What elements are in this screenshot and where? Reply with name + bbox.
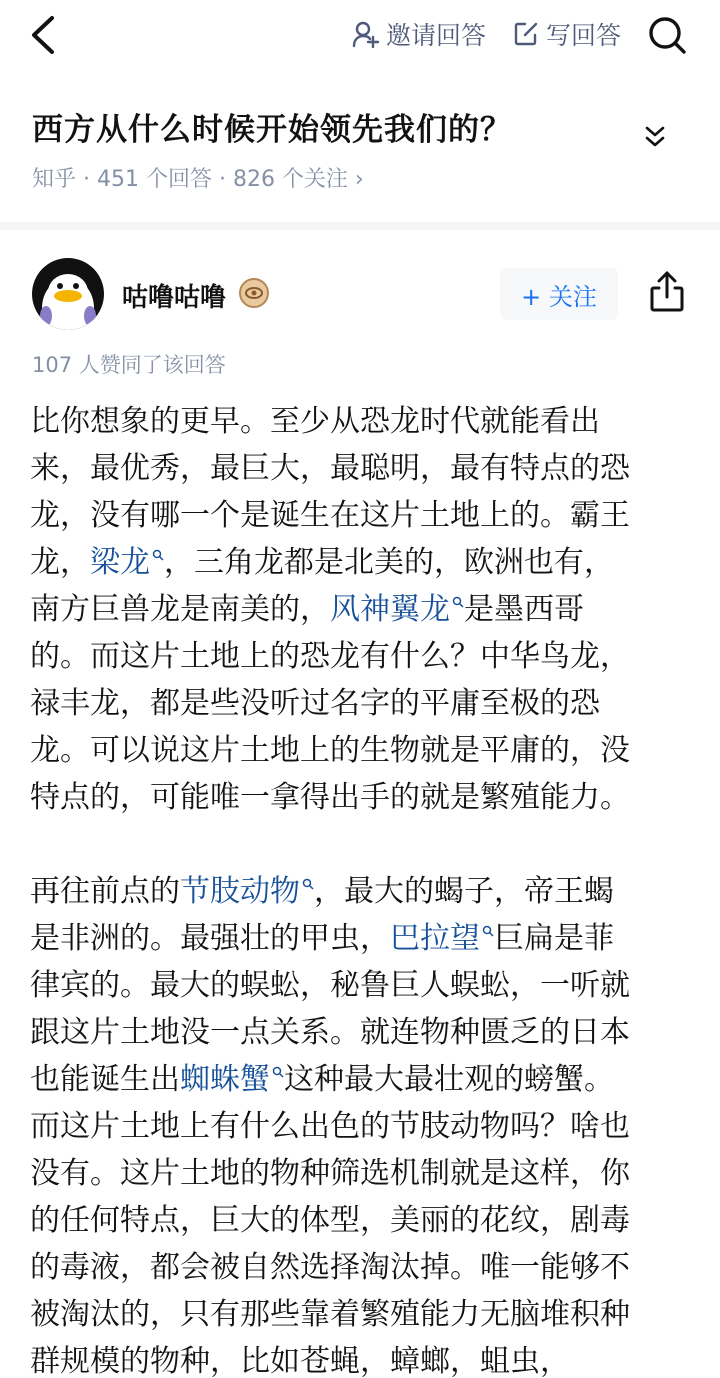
answer-line	[30, 1056, 692, 1103]
answer-line: 龙。可以说这片土地上的生物就是平庸的，没	[30, 733, 630, 768]
answer-line: 群规模的物种，比如苍蝇，蟑螂，蛆虫，	[30, 1344, 570, 1378]
answer-text: ，最大的蝎子，帝王蝎	[314, 874, 614, 909]
avatar[interactable]	[32, 258, 104, 330]
expand-chevron-icon[interactable]	[640, 122, 670, 152]
answer-line: 特点的，可能唯一拿得出手的就是繁殖能力。	[30, 780, 630, 815]
answer-line	[30, 539, 692, 586]
answer-text: 是非洲的。最强壮的甲虫，	[30, 921, 390, 956]
answer-text: 这种最大最壮观的螃蟹。	[284, 1062, 614, 1097]
share-icon[interactable]	[648, 270, 686, 314]
answer-line: 跟这片土地没一点关系。就连物种匮乏的日本	[30, 1015, 630, 1050]
search-icon[interactable]	[646, 14, 688, 56]
keyword-link[interactable]: 梁龙	[90, 545, 150, 580]
follow-button[interactable]: + 关注	[500, 268, 618, 320]
invite-answer-button[interactable]	[352, 16, 486, 52]
answer-line	[30, 586, 692, 633]
answer-text: 龙，	[30, 545, 90, 580]
answer-line: 的毒液，都会被自然选择淘汰掉。唯一能够不	[30, 1250, 630, 1285]
answer-line: 龙，没有哪一个是诞生在这片土地上的。霸王	[30, 498, 630, 533]
answer-text: ，三角龙都是北美的，欧洲也有，	[164, 545, 614, 580]
answer-line: 禄丰龙，都是些没听过名字的平庸至极的恐	[30, 686, 600, 721]
write-edit-icon	[512, 20, 540, 48]
answer-text: 也能诞生出	[30, 1062, 180, 1097]
answer-line: 被淘汰的，只有那些靠着繁殖能力无脑堆积种	[30, 1297, 630, 1332]
back-arrow-icon[interactable]	[24, 12, 64, 58]
answer-line: 没有。这片土地的物种筛选机制就是这样，你	[30, 1156, 630, 1191]
answer-line: 而这片土地上有什么出色的节肢动物吗？啥也	[30, 1109, 630, 1144]
question-meta[interactable]: 知乎 · 451 个回答 · 826 个关注 ›	[32, 167, 364, 192]
keyword-search-icon	[272, 1066, 284, 1078]
answer-content	[30, 398, 692, 1378]
vote-count-text: 107 人赞同了该回答	[32, 353, 226, 377]
author-badge-icon	[238, 277, 270, 309]
answer-line	[30, 868, 692, 915]
answer-line	[30, 915, 692, 962]
keyword-search-icon	[302, 878, 314, 890]
question-title[interactable]: 西方从什么时候开始领先我们的？	[32, 112, 512, 148]
invite-answer-label: 邀请回答	[386, 21, 487, 50]
answer-line: 的。而这片土地上的恐龙有什么？中华鸟龙，	[30, 639, 630, 674]
invite-person-icon	[352, 20, 380, 48]
keyword-link[interactable]: 巴拉望	[390, 921, 480, 956]
answer-text: 再往前点的	[30, 874, 180, 909]
top-bar	[0, 0, 720, 74]
answer-line: 来，最优秀，最巨大，最聪明，最有特点的恐	[30, 451, 630, 486]
write-answer-button[interactable]	[512, 16, 621, 52]
author-name[interactable]: 咕噜咕噜	[122, 283, 227, 313]
answer-line: 的任何特点，巨大的体型，美丽的花纹，剧毒	[30, 1203, 630, 1238]
keyword-link[interactable]: 蜘蛛蟹	[180, 1062, 270, 1097]
answer-text: 南方巨兽龙是南美的，	[30, 592, 330, 627]
answer-text: 是墨西哥	[464, 592, 584, 627]
section-divider	[0, 222, 720, 230]
answer-text: 巨扁是菲	[494, 921, 614, 956]
keyword-search-icon	[152, 549, 164, 561]
keyword-search-icon	[452, 596, 464, 608]
answer-line: 律宾的。最大的蜈蚣，秘鲁巨人蜈蚣，一听就	[30, 968, 630, 1003]
write-answer-label: 写回答	[546, 21, 622, 50]
keyword-search-icon	[482, 925, 494, 937]
keyword-link[interactable]: 风神翼龙	[330, 592, 450, 627]
paragraph-gap	[30, 821, 692, 868]
answer-line: 比你想象的更早。至少从恐龙时代就能看出	[30, 404, 600, 439]
keyword-link[interactable]: 节肢动物	[180, 874, 300, 909]
